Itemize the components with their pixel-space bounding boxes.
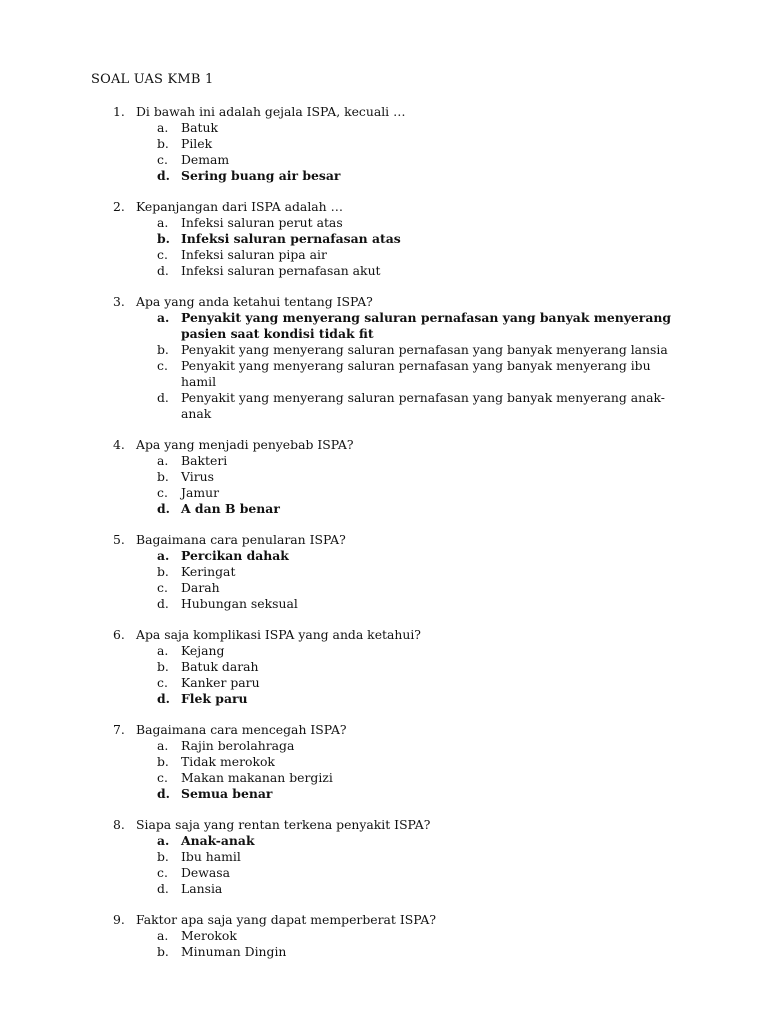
- option-text: A dan B benar: [181, 501, 280, 516]
- option-list: [0, 453, 768, 517]
- question-item: [0, 294, 768, 422]
- option-letter: b.: [157, 231, 170, 246]
- answer-option: [0, 754, 768, 770]
- answer-option: [0, 136, 768, 152]
- answer-option: [0, 928, 768, 944]
- question-item: [0, 817, 768, 897]
- option-text: Lansia: [181, 881, 223, 896]
- option-letter: d.: [157, 390, 169, 405]
- option-text: Penyakit yang menyerang saluran pernafasan yang banyak menyerang ibu hamil: [181, 358, 651, 389]
- option-text: Makan makanan bergizi: [181, 770, 333, 785]
- question-item: [0, 104, 768, 184]
- answer-option: [0, 564, 768, 580]
- question-line: [0, 722, 768, 738]
- option-list: [0, 215, 768, 279]
- option-text: Infeksi saluran perut atas: [181, 215, 343, 230]
- option-text: Sering buang air besar: [181, 168, 341, 183]
- option-letter: a.: [157, 643, 169, 658]
- answer-option: [0, 390, 768, 422]
- option-letter: b.: [157, 342, 169, 357]
- option-letter: c.: [157, 358, 168, 373]
- option-text: Hubungan seksual: [181, 596, 298, 611]
- option-letter: a.: [157, 928, 169, 943]
- option-list: [0, 833, 768, 897]
- question-number: 1.: [113, 104, 125, 119]
- option-text: Bakteri: [181, 453, 228, 468]
- option-text: Ibu hamil: [181, 849, 241, 864]
- option-text: Semua benar: [181, 786, 273, 801]
- answer-option: [0, 453, 768, 469]
- question-item: [0, 912, 768, 960]
- option-letter: b.: [157, 944, 169, 959]
- answer-option-correct: [0, 501, 768, 517]
- question-item: [0, 437, 768, 517]
- option-text: Infeksi saluran pernafasan atas: [181, 231, 401, 246]
- option-text: Flek paru: [181, 691, 248, 706]
- option-text: Pilek: [181, 136, 213, 151]
- question-text: Apa yang menjadi penyebab ISPA?: [136, 437, 354, 452]
- option-text: Penyakit yang menyerang saluran pernafasan yang banyak menyerang lansia: [181, 342, 668, 357]
- question-item: [0, 532, 768, 612]
- option-text: Keringat: [181, 564, 236, 579]
- option-text: Batuk darah: [181, 659, 259, 674]
- answer-option: [0, 485, 768, 501]
- question-line: [0, 199, 768, 215]
- answer-option-correct: [0, 231, 768, 247]
- option-text: Penyakit yang menyerang saluran pernafasan yang banyak menyerang pasien saat kondisi tidak fit: [181, 310, 672, 341]
- option-letter: a.: [157, 310, 170, 325]
- answer-option: [0, 469, 768, 485]
- option-list: [0, 643, 768, 707]
- question-text: Faktor apa saja yang dapat memperberat ISPA?: [136, 912, 436, 927]
- option-list: [0, 738, 768, 802]
- answer-option-correct: [0, 833, 768, 849]
- option-text: Kejang: [181, 643, 225, 658]
- option-text: Penyakit yang menyerang saluran pernafasan yang banyak menyerang anak-anak: [181, 390, 665, 421]
- answer-option: [0, 120, 768, 136]
- option-letter: d.: [157, 168, 170, 183]
- option-letter: b.: [157, 136, 169, 151]
- option-text: Tidak merokok: [181, 754, 275, 769]
- option-letter: a.: [157, 548, 170, 563]
- option-text: Kanker paru: [181, 675, 260, 690]
- question-text: Kepanjangan dari ISPA adalah …: [136, 199, 343, 214]
- question-number: 6.: [113, 627, 125, 642]
- option-letter: b.: [157, 564, 169, 579]
- option-letter: a.: [157, 120, 169, 135]
- option-letter: a.: [157, 215, 169, 230]
- answer-option: [0, 849, 768, 865]
- option-letter: c.: [157, 675, 168, 690]
- option-text: Demam: [181, 152, 230, 167]
- option-letter: d.: [157, 501, 170, 516]
- document-title: SOAL UAS KMB 1: [91, 72, 214, 87]
- answer-option: [0, 580, 768, 596]
- question-text: Bagaimana cara mencegah ISPA?: [136, 722, 347, 737]
- option-text: Darah: [181, 580, 220, 595]
- option-letter: d.: [157, 691, 170, 706]
- option-list: [0, 548, 768, 612]
- option-list: [0, 310, 768, 422]
- answer-option-correct: [0, 310, 768, 342]
- answer-option: [0, 263, 768, 279]
- question-item: [0, 199, 768, 279]
- question-number: 4.: [113, 437, 125, 452]
- option-text: Merokok: [181, 928, 237, 943]
- option-text: Minuman Dingin: [181, 944, 287, 959]
- question-number: 9.: [113, 912, 125, 927]
- question-item: [0, 627, 768, 707]
- option-letter: c.: [157, 580, 168, 595]
- question-line: [0, 532, 768, 548]
- answer-option-correct: [0, 168, 768, 184]
- question-line: [0, 817, 768, 833]
- option-letter: c.: [157, 865, 168, 880]
- answer-option: [0, 865, 768, 881]
- answer-option: [0, 944, 768, 960]
- question-line: [0, 294, 768, 310]
- question-line: [0, 627, 768, 643]
- question-number: 8.: [113, 817, 125, 832]
- question-text: Siapa saja yang rentan terkena penyakit ISPA?: [136, 817, 431, 832]
- question-line: [0, 912, 768, 928]
- question-number: 5.: [113, 532, 125, 547]
- option-letter: a.: [157, 833, 170, 848]
- option-text: Infeksi saluran pernafasan akut: [181, 263, 381, 278]
- option-letter: d.: [157, 881, 169, 896]
- question-list: [0, 104, 768, 975]
- option-letter: b.: [157, 754, 169, 769]
- answer-option: [0, 659, 768, 675]
- question-number: 7.: [113, 722, 125, 737]
- question-line: [0, 104, 768, 120]
- question-item: [0, 722, 768, 802]
- answer-option-correct: [0, 786, 768, 802]
- question-number: 2.: [113, 199, 125, 214]
- option-letter: c.: [157, 152, 168, 167]
- option-letter: b.: [157, 469, 169, 484]
- answer-option: [0, 738, 768, 754]
- option-text: Anak-anak: [181, 833, 255, 848]
- answer-option: [0, 881, 768, 897]
- answer-option: [0, 358, 768, 390]
- option-letter: c.: [157, 247, 168, 262]
- option-letter: c.: [157, 770, 168, 785]
- option-list: [0, 928, 768, 960]
- option-list: [0, 120, 768, 184]
- question-number: 3.: [113, 294, 125, 309]
- answer-option: [0, 675, 768, 691]
- question-text: Apa saja komplikasi ISPA yang anda ketahui?: [136, 627, 421, 642]
- option-letter: d.: [157, 263, 169, 278]
- answer-option: [0, 342, 768, 358]
- answer-option: [0, 215, 768, 231]
- question-line: [0, 437, 768, 453]
- option-letter: d.: [157, 786, 170, 801]
- option-letter: c.: [157, 485, 168, 500]
- option-text: Jamur: [181, 485, 220, 500]
- answer-option-correct: [0, 548, 768, 564]
- option-letter: d.: [157, 596, 169, 611]
- answer-option: [0, 152, 768, 168]
- option-letter: b.: [157, 849, 169, 864]
- option-text: Percikan dahak: [181, 548, 289, 563]
- answer-option: [0, 247, 768, 263]
- question-text: Bagaimana cara penularan ISPA?: [136, 532, 346, 547]
- option-text: Infeksi saluran pipa air: [181, 247, 327, 262]
- question-text: Apa yang anda ketahui tentang ISPA?: [136, 294, 373, 309]
- answer-option: [0, 770, 768, 786]
- option-text: Virus: [181, 469, 214, 484]
- option-letter: a.: [157, 738, 169, 753]
- option-letter: b.: [157, 659, 169, 674]
- option-text: Dewasa: [181, 865, 231, 880]
- answer-option: [0, 596, 768, 612]
- option-text: Rajin berolahraga: [181, 738, 295, 753]
- answer-option-correct: [0, 691, 768, 707]
- answer-option: [0, 643, 768, 659]
- option-letter: a.: [157, 453, 169, 468]
- option-text: Batuk: [181, 120, 218, 135]
- question-text: Di bawah ini adalah gejala ISPA, kecuali …: [136, 104, 406, 119]
